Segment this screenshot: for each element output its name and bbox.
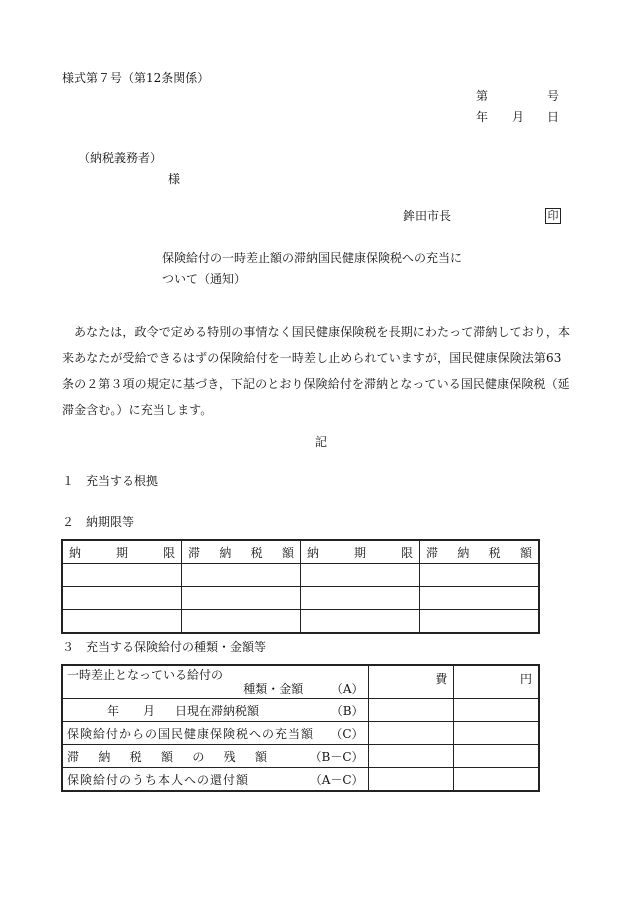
fee-unit: 費 bbox=[435, 672, 448, 686]
amount-cell-fee[interactable] bbox=[368, 665, 454, 699]
table-row bbox=[62, 665, 539, 699]
header-due-date-1 bbox=[62, 540, 182, 564]
document-number-suffix: 号 bbox=[547, 89, 560, 103]
row1-code: （A） bbox=[330, 682, 364, 696]
row4-char: 税 bbox=[129, 749, 142, 764]
table-row bbox=[62, 722, 539, 745]
header-char: 滞 bbox=[188, 545, 201, 560]
header-char: 納 bbox=[69, 545, 82, 560]
payment-deadline-table bbox=[61, 539, 540, 634]
row2-month: 月 bbox=[143, 703, 156, 718]
table-cell[interactable] bbox=[454, 768, 539, 792]
row4-code: （B－C） bbox=[309, 749, 364, 764]
header-char: 限 bbox=[400, 545, 413, 560]
table-cell[interactable] bbox=[454, 722, 539, 745]
table-cell[interactable] bbox=[420, 564, 540, 587]
notice-body: あなたは，政令で定める特別の事情なく国民健康保険税を長期にわたって滞納しており，本来あなたが受給できるはずの保険給付を一時差し止められていますが，国民健康保険法第63条の２第３項の規定に基づき，下記のとおり保険給付を滞納となっている国民健康保険税（延滞金含む。）に充当します。 bbox=[62, 325, 571, 417]
header-char: 納 bbox=[219, 545, 232, 560]
table-row bbox=[62, 699, 539, 722]
row2-code: （B） bbox=[330, 703, 364, 718]
header-char: 税 bbox=[250, 545, 263, 560]
row4-char: 額 bbox=[254, 749, 267, 764]
section-3-heading: ３ 充当する保険給付の種類・金額等 bbox=[62, 640, 267, 654]
amount-cell-yen[interactable] bbox=[454, 665, 539, 699]
table-row bbox=[62, 564, 539, 587]
date-month: 月 bbox=[512, 110, 525, 124]
document-number-prefix: 第 bbox=[476, 89, 489, 103]
header-char: 納 bbox=[307, 545, 320, 560]
table-cell[interactable] bbox=[368, 722, 454, 745]
refund-amount-label bbox=[62, 768, 368, 792]
table-cell[interactable] bbox=[368, 745, 454, 768]
row4-char: 滞 bbox=[67, 749, 80, 764]
table-cell[interactable] bbox=[62, 610, 182, 634]
benefit-allocation-table bbox=[61, 664, 540, 792]
allocation-amount-label bbox=[62, 722, 368, 745]
header-char: 期 bbox=[115, 545, 128, 560]
yen-unit: 円 bbox=[519, 672, 532, 686]
recipient-honorific: 様 bbox=[168, 172, 181, 186]
table-row bbox=[62, 745, 539, 768]
table-cell[interactable] bbox=[301, 587, 420, 610]
remaining-unpaid-label bbox=[62, 745, 368, 768]
benefit-type-amount-label bbox=[62, 665, 368, 699]
table-cell[interactable] bbox=[454, 745, 539, 768]
row5-text: 保険給付のうち本人への還付額 bbox=[67, 772, 250, 787]
table-cell[interactable] bbox=[301, 610, 420, 634]
row5-code: （A－C） bbox=[309, 772, 364, 787]
table-cell[interactable] bbox=[420, 587, 540, 610]
header-char: 期 bbox=[353, 545, 366, 560]
row4-char: 額 bbox=[160, 749, 173, 764]
table-header-row bbox=[62, 540, 539, 564]
table-row bbox=[62, 587, 539, 610]
table-row bbox=[62, 610, 539, 634]
row1-line1: 一時差止となっている給付の bbox=[67, 668, 224, 682]
section-1-heading: １ 充当する根拠 bbox=[62, 474, 159, 488]
section-2-heading: ２ 納期限等 bbox=[62, 515, 135, 529]
table-cell[interactable] bbox=[182, 587, 301, 610]
ki-heading: 記 bbox=[315, 435, 328, 449]
official-seal-mark: 印 bbox=[545, 208, 561, 224]
date-year: 年 bbox=[476, 110, 489, 124]
row3-text: 保険給付からの国民健康保険税への充当額 bbox=[67, 726, 315, 741]
row2-text: 日現在滞納税額 bbox=[175, 703, 260, 718]
document-title-line2: ついて（通知） bbox=[162, 272, 247, 286]
table-cell[interactable] bbox=[420, 610, 540, 634]
document-title-line1: 保険給付の一時差止額の滞納国民健康保険税への充当に bbox=[162, 251, 463, 265]
table-cell[interactable] bbox=[62, 587, 182, 610]
header-char: 限 bbox=[162, 545, 175, 560]
row4-char: の bbox=[192, 749, 205, 764]
date-day: 日 bbox=[547, 110, 560, 124]
table-cell[interactable] bbox=[368, 699, 454, 722]
row4-char: 残 bbox=[223, 749, 236, 764]
header-due-date-2 bbox=[301, 540, 420, 564]
row3-code: （C） bbox=[330, 726, 364, 741]
sender-name: 鉾田市長 bbox=[403, 209, 452, 223]
header-char: 納 bbox=[457, 545, 470, 560]
header-char: 税 bbox=[488, 545, 501, 560]
table-cell[interactable] bbox=[368, 768, 454, 792]
row4-char: 納 bbox=[98, 749, 111, 764]
table-cell[interactable] bbox=[182, 610, 301, 634]
row1-line2 bbox=[63, 682, 368, 696]
form-style-number: 様式第７号（第12条関係） bbox=[62, 71, 210, 85]
row2-year: 年 bbox=[107, 703, 120, 718]
header-char: 滞 bbox=[426, 545, 439, 560]
table-cell[interactable] bbox=[301, 564, 420, 587]
table-cell[interactable] bbox=[62, 564, 182, 587]
unpaid-as-of-date-label bbox=[62, 699, 368, 722]
table-cell[interactable] bbox=[454, 699, 539, 722]
header-unpaid-amount-1 bbox=[182, 540, 301, 564]
table-cell[interactable] bbox=[182, 564, 301, 587]
header-char: 額 bbox=[519, 545, 532, 560]
header-char: 額 bbox=[281, 545, 294, 560]
header-unpaid-amount-2 bbox=[420, 540, 540, 564]
table-row bbox=[62, 768, 539, 792]
row1-label: 種類・金額 bbox=[243, 682, 304, 696]
recipient-label: （納税義務者） bbox=[78, 151, 163, 165]
